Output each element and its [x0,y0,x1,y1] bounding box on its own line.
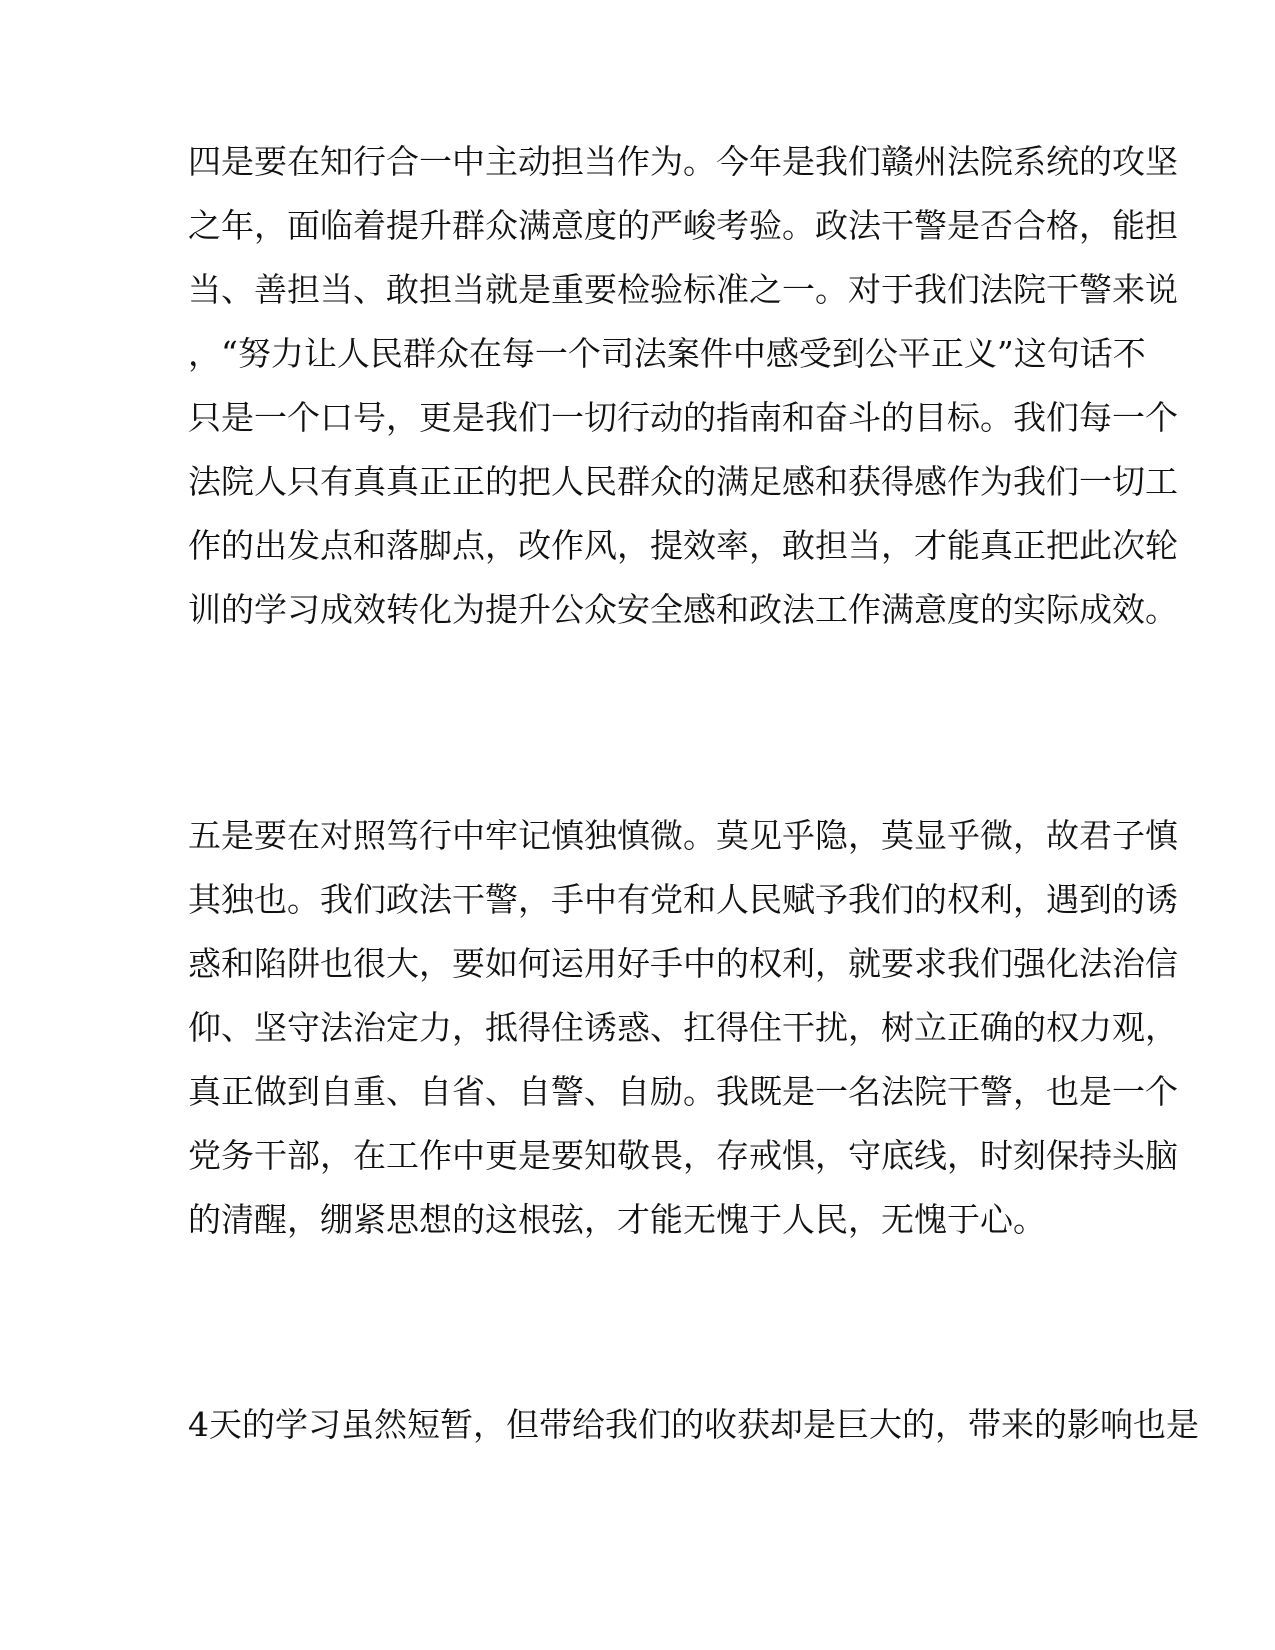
text-line: 其独也。我们政法干警，手中有党和人民赋予我们的权利，遇到的诱 [188,880,1178,919]
text-line: 四是要在知行合一中主动担当作为。今年是我们赣州法院系统的攻坚 [188,142,1178,181]
paragraph-5-self-discipline [188,804,1178,1252]
text-line: 作的出发点和落脚点，改作风，提效率，敢担当，才能真正把此次轮 [188,526,1178,565]
text-line: 党务干部，在工作中更是要知敬畏，存戒惧，守底线，时刻保持头脑 [188,1136,1178,1175]
paragraph-closing [188,1393,1199,1457]
text-line: 之年，面临着提升群众满意度的严峻考验。政法干警是否合格，能担 [188,206,1178,245]
text-line: ，“努力让人民群众在每一个司法案件中感受到公平正义”这句话不 [188,334,1146,373]
text-line: 当、善担当、敢担当就是重要检验标准之一。对于我们法院干警来说 [188,270,1178,309]
text-line: 只是一个口号，更是我们一切行动的指南和奋斗的目标。我们每一个 [188,398,1178,437]
text-line: 惑和陷阱也很大，要如何运用好手中的权利，就要求我们强化法治信 [188,944,1178,983]
text-line: 的清醒，绷紧思想的这根弦，才能无愧于人民，无愧于心。 [188,1200,1046,1239]
text-line: 法院人只有真真正正的把人民群众的满足感和获得感作为我们一切工 [188,462,1178,501]
text-line: 仰、坚守法治定力，抵得住诱惑、扛得住干扰，树立正确的权力观， [188,1008,1178,1047]
text-line: 训的学习成效转化为提升公众安全感和政法工作满意度的实际成效。 [188,590,1178,629]
text-line: 4天的学习虽然短暂，但带给我们的收获却是巨大的，带来的影响也是 [188,1405,1199,1444]
paragraph-4-act-responsibly [188,130,1178,642]
text-line: 五是要在对照笃行中牢记慎独慎微。莫见乎隐，莫显乎微，故君子慎 [188,816,1178,855]
text-line: 真正做到自重、自省、自警、自励。我既是一名法院干警，也是一个 [188,1072,1178,1111]
